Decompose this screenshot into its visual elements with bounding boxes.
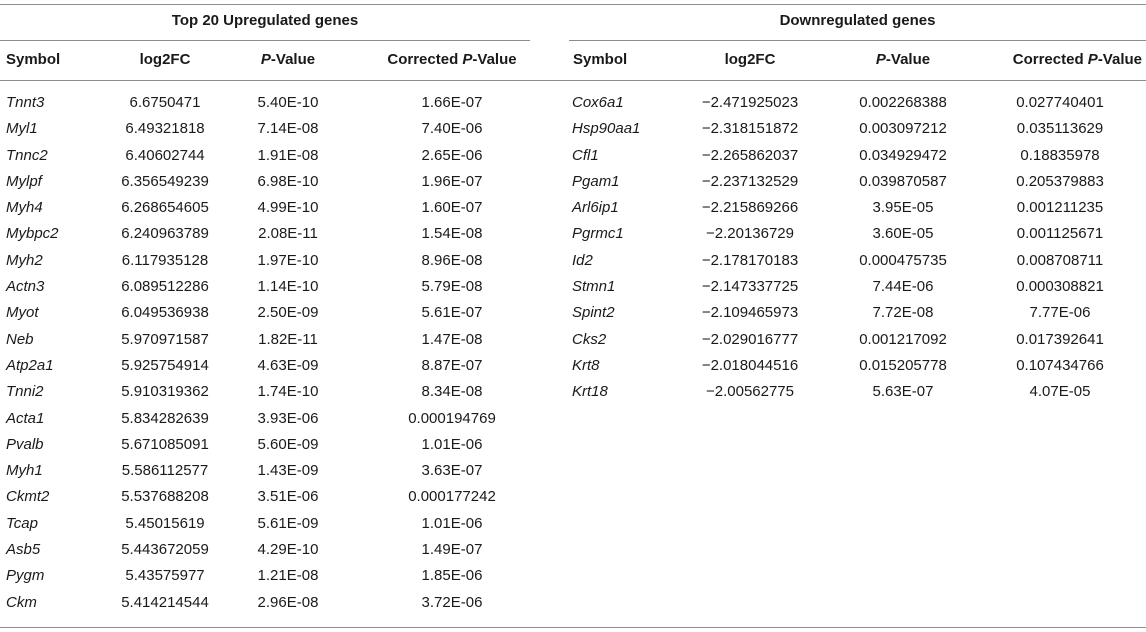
- log2fc-value: −2.318151872: [701, 120, 799, 138]
- table-row: [569, 275, 1146, 301]
- table-row: [0, 117, 540, 143]
- bottom-rule: [0, 627, 1146, 628]
- up-header-corrected-pvalue: Corrected P-Value: [387, 51, 517, 68]
- table-row: [569, 170, 1146, 196]
- gene-symbol: Tcap: [6, 514, 38, 532]
- corrected-p-value: 0.000194769: [408, 409, 496, 427]
- table-row: [569, 117, 1146, 143]
- corrected-p-value: 0.001211235: [1016, 199, 1104, 217]
- table-row: [0, 407, 540, 433]
- gene-symbol: Ckmt2: [6, 488, 50, 506]
- gene-symbol: Mylpf: [6, 172, 42, 190]
- p-value: 3.60E-05: [872, 225, 934, 243]
- gene-symbol: Pgam1: [572, 172, 620, 190]
- p-value: 1.14E-10: [257, 278, 319, 296]
- gene-symbol: Tnni2: [6, 383, 44, 401]
- log2fc-value: 5.970971587: [121, 330, 209, 348]
- log2fc-value: −2.029016777: [701, 330, 799, 348]
- table-row: [569, 144, 1146, 170]
- p-value: 3.51E-06: [257, 488, 319, 506]
- log2fc-value: 6.49321818: [125, 120, 205, 138]
- header-rule: [0, 80, 1146, 81]
- corrected-p-value: 7.77E-06: [1029, 304, 1091, 322]
- p-value: 5.63E-07: [872, 383, 934, 401]
- log2fc-value: −2.178170183: [701, 251, 799, 269]
- corrected-p-value: 3.72E-06: [421, 593, 483, 611]
- up-header-log2fc: log2FC: [139, 51, 191, 68]
- corrected-p-value: 1.60E-07: [421, 199, 483, 217]
- gene-symbol: Cfl1: [572, 146, 599, 164]
- log2fc-value: 5.414214544: [121, 593, 209, 611]
- gene-symbol: Arl6ip1: [572, 199, 619, 217]
- corrected-p-value: 8.87E-07: [421, 356, 483, 374]
- corrected-p-value: 1.96E-07: [421, 172, 483, 190]
- corrected-p-value: 1.01E-06: [421, 435, 483, 453]
- gene-symbol: Myh2: [6, 251, 43, 269]
- table-row: [0, 538, 540, 564]
- p-value: 0.039870587: [859, 172, 947, 190]
- table-row: [569, 301, 1146, 327]
- corrected-p-value: 0.205379883: [1016, 172, 1104, 190]
- log2fc-value: 6.6750471: [129, 94, 201, 111]
- gene-symbol: Atp2a1: [6, 356, 54, 374]
- corrected-p-value: 1.47E-08: [421, 330, 483, 348]
- gene-symbol: Krt8: [572, 356, 600, 374]
- gene-symbol: Stmn1: [572, 278, 616, 296]
- p-value: 0.000475735: [859, 251, 947, 269]
- corrected-p-value: 8.34E-08: [421, 383, 483, 401]
- gene-symbol: Neb: [6, 330, 34, 348]
- table-row: [0, 459, 540, 485]
- log2fc-value: −2.018044516: [701, 356, 799, 374]
- log2fc-value: 5.910319362: [121, 383, 209, 401]
- gene-symbol: Cks2: [572, 330, 607, 348]
- gene-symbol: Asb5: [6, 541, 41, 559]
- table-row: [569, 380, 1146, 406]
- table-row: [0, 170, 540, 196]
- table-row: [0, 433, 540, 459]
- log2fc-value: 5.671085091: [121, 435, 209, 453]
- log2fc-value: 6.40602744: [125, 146, 205, 164]
- corrected-p-value: 0.017392641: [1016, 330, 1104, 348]
- table-row: [569, 222, 1146, 248]
- table-row: [0, 222, 540, 248]
- log2fc-value: −2.109465973: [701, 304, 799, 322]
- log2fc-value: 5.834282639: [121, 409, 209, 427]
- p-value: 0.015205778: [859, 356, 947, 374]
- downregulated-title: Downregulated genes: [779, 12, 936, 29]
- log2fc-value: 5.537688208: [121, 488, 209, 506]
- corrected-p-value: 7.40E-06: [421, 120, 483, 138]
- p-value: 1.91E-08: [257, 146, 319, 164]
- p-value: 1.43E-09: [257, 462, 319, 480]
- p-value: 4.29E-10: [257, 541, 319, 559]
- gene-symbol: Acta1: [6, 409, 45, 427]
- p-value: 0.034929472: [859, 146, 947, 164]
- log2fc-value: −2.00562775: [705, 383, 794, 401]
- log2fc-value: −2.237132529: [701, 172, 799, 190]
- p-value: 2.08E-11: [258, 225, 318, 243]
- p-value: 4.99E-10: [257, 199, 319, 217]
- gene-symbol: Cox6a1: [572, 94, 624, 111]
- p-value: 7.44E-06: [872, 278, 934, 296]
- table-row: [0, 275, 540, 301]
- gene-symbol: Id2: [572, 251, 593, 269]
- corrected-p-value: 0.008708711: [1016, 251, 1104, 269]
- up-header-symbol: Symbol: [6, 51, 61, 68]
- corrected-p-value: 0.035113629: [1016, 120, 1104, 138]
- gene-symbol: Myh4: [6, 199, 43, 217]
- gene-symbol: Myot: [6, 304, 39, 322]
- downregulated-rows: [569, 91, 1146, 407]
- p-value: 4.63E-09: [257, 356, 319, 374]
- table-row: [0, 485, 540, 511]
- corrected-p-value: 4.07E-05: [1029, 383, 1091, 401]
- p-value: 2.50E-09: [257, 304, 319, 322]
- log2fc-value: −2.265862037: [701, 146, 799, 164]
- gene-symbol: Myl1: [6, 120, 38, 138]
- gene-symbol: Ckm: [6, 593, 37, 611]
- table-row: [0, 249, 540, 275]
- up-header-pvalue: P-Value: [260, 51, 316, 68]
- gene-symbol: Hsp90aa1: [572, 120, 641, 138]
- gene-symbol: Pvalb: [6, 435, 44, 453]
- p-value: 1.74E-10: [257, 383, 319, 401]
- table-row: [0, 301, 540, 327]
- corrected-p-value: 3.63E-07: [421, 462, 483, 480]
- p-value: 0.001217092: [859, 330, 947, 348]
- corrected-p-value: 0.000177242: [408, 488, 496, 506]
- log2fc-value: 6.049536938: [121, 304, 209, 322]
- p-value: 2.96E-08: [257, 593, 319, 611]
- corrected-p-value: 1.85E-06: [421, 567, 483, 585]
- corrected-p-value: 0.000308821: [1016, 278, 1104, 296]
- table-row: [0, 328, 540, 354]
- corrected-p-value: 1.54E-08: [421, 225, 483, 243]
- corrected-p-value: 5.61E-07: [421, 304, 483, 322]
- gene-symbol: Mybpc2: [6, 225, 59, 243]
- upregulated-rows: [0, 91, 540, 617]
- gene-symbol: Spint2: [572, 304, 615, 322]
- table-row: [0, 196, 540, 222]
- corrected-p-value: 0.027740401: [1016, 94, 1104, 111]
- log2fc-value: 6.117935128: [121, 251, 209, 269]
- p-value: 1.82E-11: [258, 330, 318, 348]
- gene-symbol: Actn3: [6, 278, 45, 296]
- down-header-log2fc: log2FC: [724, 51, 776, 68]
- log2fc-value: 6.089512286: [121, 278, 209, 296]
- p-value: 1.97E-10: [257, 251, 319, 269]
- log2fc-value: 5.443672059: [121, 541, 209, 559]
- corrected-p-value: 0.18835978: [1020, 146, 1100, 164]
- corrected-p-value: 0.107434766: [1016, 356, 1104, 374]
- table-row: [0, 354, 540, 380]
- log2fc-value: 5.925754914: [121, 356, 209, 374]
- upregulated-title: Top 20 Upregulated genes: [171, 12, 359, 29]
- corrected-p-value: 1.66E-07: [421, 94, 483, 111]
- table-row: [0, 591, 540, 617]
- gene-symbol: Krt18: [572, 383, 608, 401]
- table-row: [0, 564, 540, 590]
- corrected-p-value: 1.01E-06: [421, 514, 483, 532]
- down-header-pvalue: P-Value: [875, 51, 931, 68]
- log2fc-value: 6.240963789: [121, 225, 209, 243]
- p-value: 0.003097212: [859, 120, 947, 138]
- down-header-corrected-pvalue: Corrected P-Value: [1012, 51, 1142, 68]
- table-row: [0, 91, 540, 117]
- gene-symbol: Pgrmc1: [572, 225, 624, 243]
- down-header-symbol: Symbol: [573, 51, 628, 68]
- p-value: 6.98E-10: [257, 172, 319, 190]
- corrected-p-value: 5.79E-08: [421, 278, 483, 296]
- log2fc-value: 5.586112577: [121, 462, 209, 480]
- corrected-p-value: 1.49E-07: [421, 541, 483, 559]
- log2fc-value: 5.45015619: [125, 514, 205, 532]
- p-value: 7.72E-08: [872, 304, 934, 322]
- table-row: [569, 328, 1146, 354]
- log2fc-value: −2.215869266: [701, 199, 799, 217]
- down-group-rule: [569, 40, 1146, 41]
- p-value: 7.14E-08: [257, 120, 319, 138]
- p-value: 1.21E-08: [257, 567, 319, 585]
- gene-symbol: Tnnt3: [6, 94, 45, 111]
- p-value: 3.93E-06: [257, 409, 319, 427]
- table-row: [569, 91, 1146, 117]
- table-row: [0, 380, 540, 406]
- table-row: [569, 196, 1146, 222]
- p-value: 5.60E-09: [257, 435, 319, 453]
- p-value: 5.40E-10: [257, 94, 319, 111]
- p-value: 0.002268388: [859, 94, 947, 111]
- table-row: [0, 512, 540, 538]
- table-row: [0, 144, 540, 170]
- gene-symbol: Pygm: [6, 567, 45, 585]
- corrected-p-value: 8.96E-08: [421, 251, 483, 269]
- table-row: [569, 249, 1146, 275]
- log2fc-value: 6.268654605: [121, 199, 209, 217]
- gene-symbol: Myh1: [6, 462, 43, 480]
- corrected-p-value: 2.65E-06: [421, 146, 483, 164]
- log2fc-value: −2.471925023: [701, 94, 799, 111]
- p-value: 3.95E-05: [872, 199, 934, 217]
- log2fc-value: −2.20136729: [705, 225, 794, 243]
- gene-symbol: Tnnc2: [6, 146, 48, 164]
- table-row: [569, 354, 1146, 380]
- log2fc-value: 5.43575977: [125, 567, 205, 585]
- top-rule: [0, 4, 1146, 5]
- up-group-rule: [0, 40, 530, 41]
- log2fc-value: 6.356549239: [121, 172, 209, 190]
- p-value: 5.61E-09: [257, 514, 319, 532]
- log2fc-value: −2.147337725: [701, 278, 799, 296]
- corrected-p-value: 0.001125671: [1016, 225, 1104, 243]
